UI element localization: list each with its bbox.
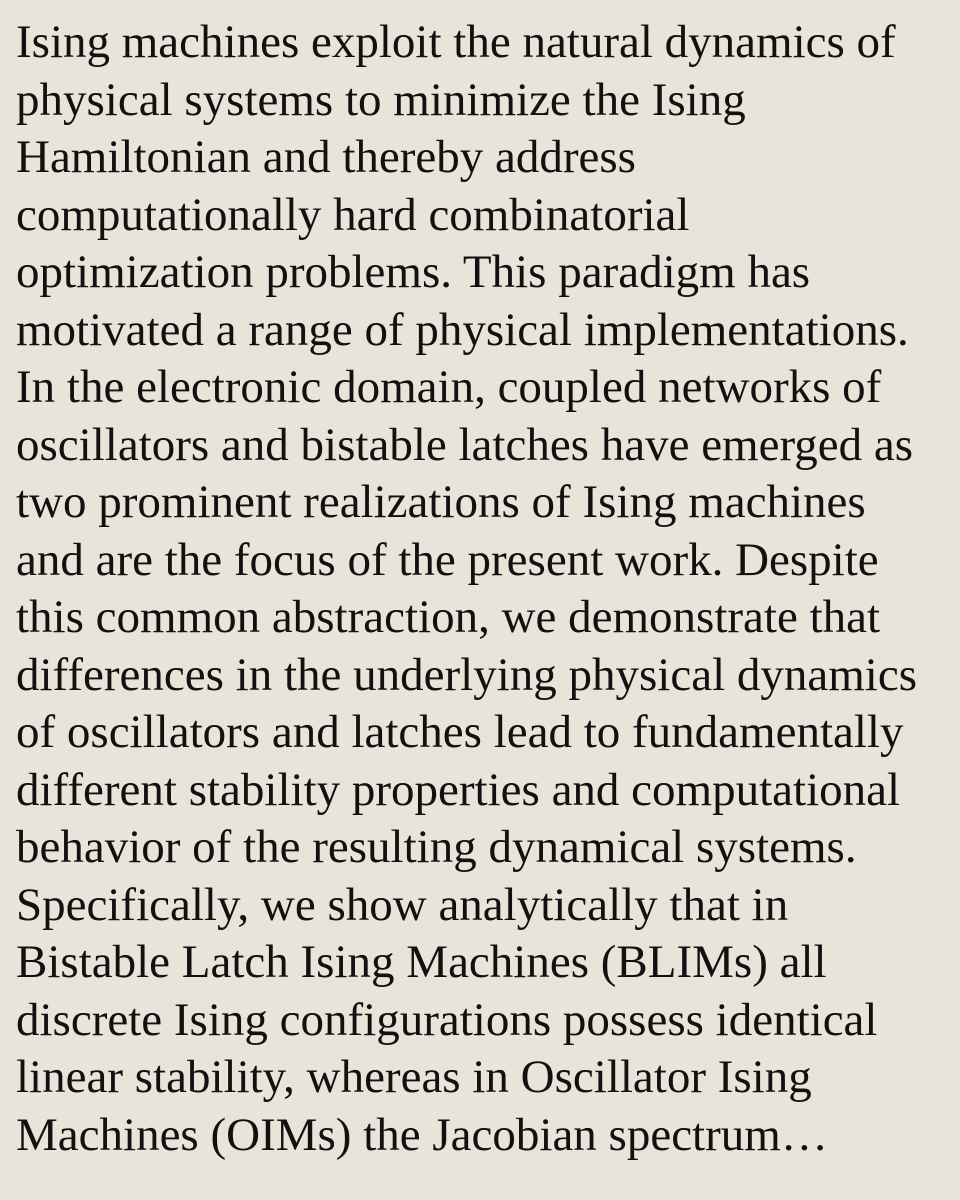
text-line: Specifically, we show analytically that in [16,878,789,931]
text-line: Hamiltonian and thereby address [16,131,636,183]
text-line: two prominent realizations of Ising machines [16,476,866,528]
abstract-text-block [16,14,950,1164]
text-line: differences in the underlying physical dynamics [16,648,918,701]
text-line: Bistable Latch Ising Machines (BLIMs) all [16,936,827,988]
text-line: Machines (OIMs) the Jacobian spectrum… [16,1108,828,1161]
text-line: optimization problems. This paradigm has [16,246,811,298]
text-line: In the electronic domain, coupled networks of [16,361,882,413]
text-line: physical systems to minimize the Ising [16,73,746,126]
text-line: different stability properties and computational [16,763,901,816]
text-line: and are the focus of the present work. Despite [16,533,879,586]
text-line: linear stability, whereas in Oscillator Ising [16,1051,812,1103]
text-line: oscillators and bistable latches have emerged as [16,418,914,471]
text-line: Ising machines exploit the natural dynamics of [16,16,896,68]
text-line: behavior of the resulting dynamical systems. [16,821,857,873]
text-line: motivated a range of physical implementations. [16,303,909,356]
text-line: discrete Ising configurations possess identical [16,993,878,1046]
text-line: this common abstraction, we demonstrate that [16,591,881,643]
text-line: of oscillators and latches lead to fundamentally [16,706,904,758]
text-line: computationally hard combinatorial [16,188,690,241]
